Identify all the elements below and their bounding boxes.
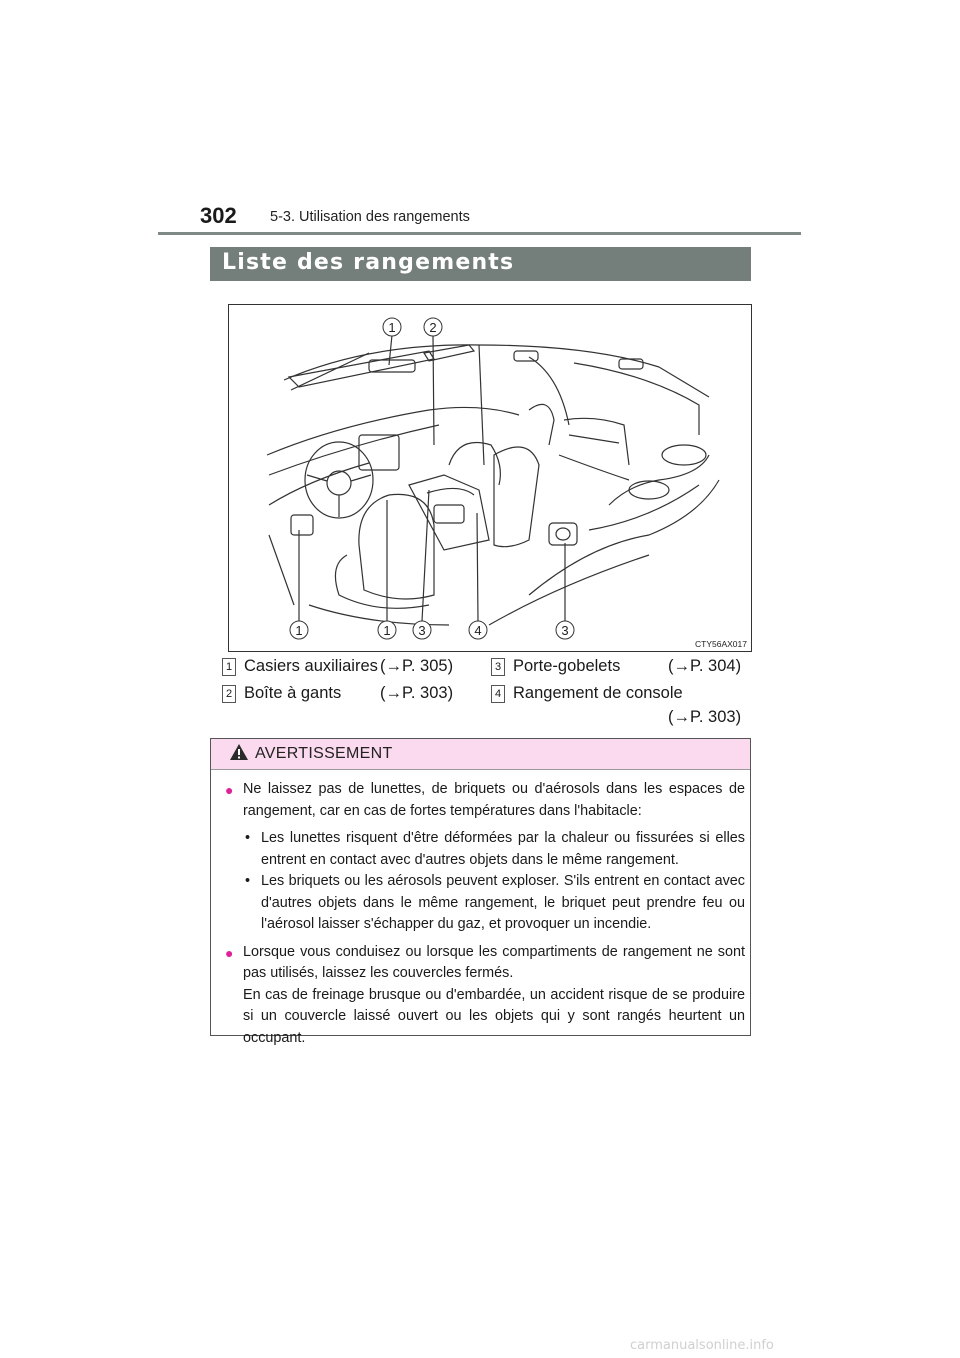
legend-ref: (→P. 303) [380, 684, 454, 702]
warning-text: Lorsque vous conduisez ou lorsque les compartiments de rangement ne sont pas utilisés, laissez les couvercles fermés. [243, 943, 745, 981]
header-rule [158, 232, 801, 235]
warning-subitem [225, 828, 745, 871]
dot-icon: • [245, 830, 251, 846]
watermark: carmanualsonline.info [630, 1338, 774, 1353]
interior-illustration [228, 304, 752, 652]
bullet-icon: ● [225, 782, 234, 798]
legend-item [491, 684, 683, 706]
page-title-bar [210, 247, 751, 281]
warning-triangle-icon [229, 743, 249, 761]
callout-markers [229, 305, 751, 651]
callout-3-bottom-a: 3 [418, 623, 426, 638]
warning-title: AVERTISSEMENT [255, 745, 393, 762]
callout-3-bottom-b: 3 [561, 623, 569, 638]
warning-box [210, 738, 751, 1046]
legend-ref: (→P. 305) [380, 657, 454, 675]
warning-subtext: Les lunettes risquent d'être déformées par la chaleur ou fissurées si elles entrent en contact avec d'autres objets dans le même rangement. [261, 830, 745, 868]
warning-text: Ne laissez pas de lunettes, de briquets ou d'aérosols dans les espaces de rangement, car en cas de fortes températures dans l'habitacle: [243, 781, 745, 819]
figure-code: CTY56AX017 [695, 639, 747, 649]
page-header [0, 0, 960, 240]
warning-subtext: Les briquets ou les aérosols peuvent exploser. S'ils entrent en contact avec d'autres objets dans le même rangement, le briquet peut prendre feu ou l'aérosol laisser s'échapper du gaz, et provoquer un incendie. [261, 873, 745, 932]
legend-number: 3 [491, 658, 505, 676]
page-title: Liste des rangements [222, 250, 515, 275]
callout-2-top: 2 [429, 320, 437, 335]
callout-1-top: 1 [388, 320, 396, 335]
legend-number: 4 [491, 685, 505, 703]
legend-label: Casiers auxiliaires [244, 657, 378, 675]
legend-number: 2 [222, 685, 236, 703]
callout-1-bottom-a: 1 [295, 623, 303, 638]
legend-ref: (→P. 303) [668, 708, 742, 726]
section-title: 5-3. Utilisation des rangements [270, 209, 470, 225]
warning-header [211, 739, 750, 770]
dot-icon: • [245, 873, 251, 889]
warning-text: En cas de freinage brusque ou d'embardée, un accident risque de se produire si un couvercle laissé ouvert ou les objets qui y sont rangés heurtent un occupant. [243, 986, 745, 1046]
callout-1-bottom-b: 1 [383, 623, 391, 638]
warning-paragraph [225, 779, 745, 822]
bullet-icon: ● [225, 944, 234, 961]
warning-body [225, 779, 745, 1055]
legend-item [491, 657, 620, 679]
legend-label: Rangement de console [513, 684, 683, 702]
legend-item [222, 657, 378, 679]
warning-paragraph [225, 942, 745, 1050]
callout-4-bottom: 4 [474, 623, 482, 638]
warning-subitem [225, 871, 745, 936]
legend-ref: (→P. 304) [668, 657, 742, 675]
page-number: 302 [200, 203, 237, 228]
legend-item [222, 684, 341, 706]
legend-number: 1 [222, 658, 236, 676]
legend-label: Porte-gobelets [513, 657, 621, 675]
legend-label: Boîte à gants [244, 684, 342, 702]
